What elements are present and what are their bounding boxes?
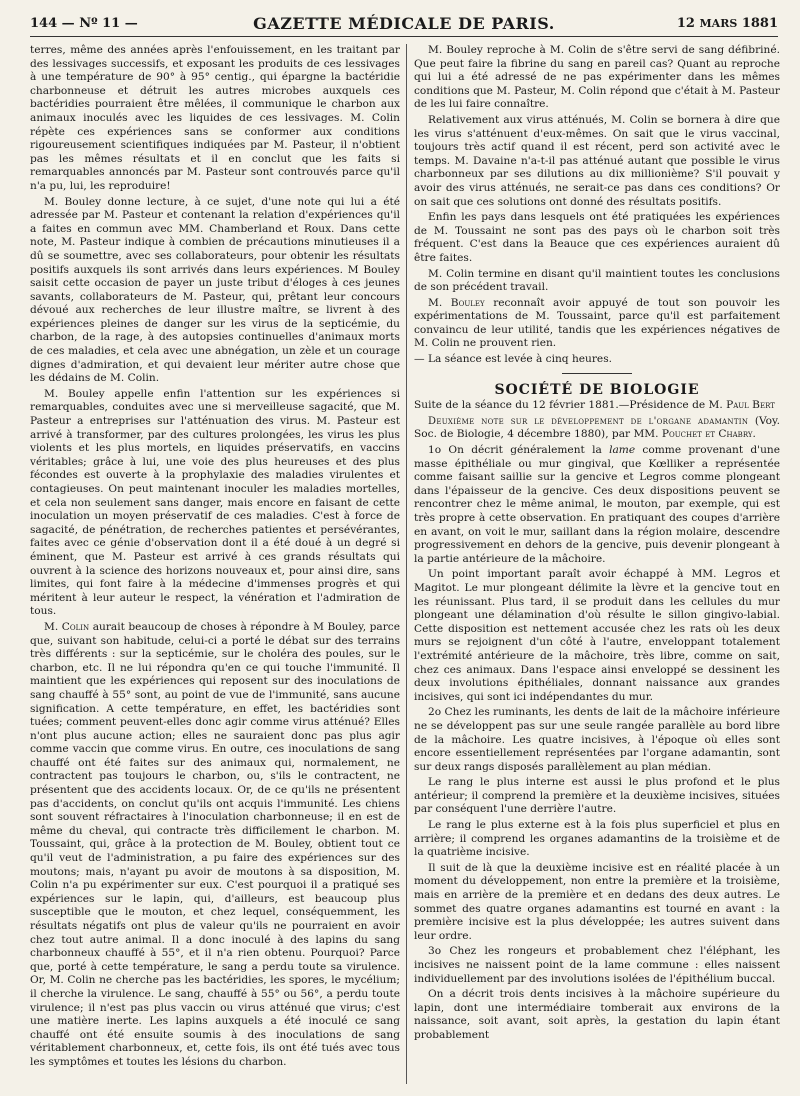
paragraph: Un point important paraît avoir échappé à MM. Legros et Magitot. Le mur plongeant délimite la lèvre et la gencive tout en les réunissant. Plus tard, il se produit dans les cellules du mur plongeant une délamination d'où résulte le sillon gingivo-labial. Cette disposition est nettement accusée chez les rats où les deux murs se rejoignent d'un côté à l'autre, enveloppant totalement l'extrémité antérieure de la mâchoire, très libre, comme on sait, chez ces animaux. Dans l'espace ainsi enveloppé se dessinent les deux involutions épithéliales, donnant naissance aux grandes incisives, qui sont ici indépendantes du mur. [414,568,780,703]
paragraph: On a décrit trois dents incisives à la mâchoire supérieure du lapin, dont une intermédiaire tomberait aux environs de la naissance, soit avant, soit après, la gestation du lapin étant probablement [414,988,780,1041]
paragraph: Le rang le plus interne est aussi le plus profond et le plus antérieur; il comprend la première et la deuxième incisives, situées par conséquent l'une derrière l'autre. [414,776,780,816]
note-title-caps: Deuxième note sur le développement de l'organe adamantin [428,415,749,427]
note-title [414,415,780,442]
paragraph: Il suit de là que la deuxième incisive est en réalité placée à un moment du développement, non entre la première et la troisième, mais en arrière de la première et en dedans des deux autres. Le sommet des quatre organes adamantins est tourné en avant : la première incisive est la plus développée; les autres suivent dans leur ordre. [414,861,780,942]
note-authors: Pouchet et Chabry. [661,428,756,441]
paragraph [414,297,780,351]
paragraph: 2o Chez les ruminants, les dents de lait de la mâchoire inférieure ne se développent pas sur une seule rangée parallèle au bord libre de la mâchoire. Les quatre incisives, à l'époque où elles sont encore essentiellement représentées par l'organe adamantin, sont sur deux rangs disposés parallèlement au plan médian. [414,706,780,773]
section-title: SOCIÉTÉ DE BIOLOGIE [494,381,700,398]
paragraph [30,621,400,1070]
paragraph-text: reconnaît avoir appuyé de tout son pouvoir les expérimentations de M. Toussaint, parce qu'il est parfaitement convaincu de leur utilité, tandis que les expériences négatives de M. Colin ne prouvent rien. [414,296,780,350]
paragraph: M. Bouley reproche à M. Colin de s'être servi de sang défibriné. Que peut faire la fibrine du sang en pareil cas? Quant au reproche qui lui a été adressé de ne pas expérimenter dans les mêmes conditions que M. Pasteur, M. Colin répond que c'était à M. Pasteur de les lui faire connaître. [414,44,780,111]
paragraph-text: aurait beaucoup de choses à répondre à M Bouley, parce que, suivant son habitude, celui-ci a porté le débat sur des terrains très différents : sur la septicémie, sur le choléra des poules, sur le charbon, etc. Il ne lui répondra qu'en ce qui touche l'immunité. Il maintient que les expériences qui reposent sur des inoculations de sang chauffé à 55° sont, au point de vue de l'immunité, sans aucune signification. A cette température, en effet, les bactéridies sont tuées; comment peuvent-elles donc agir comme virus atténué? Elles n'ont plus aucune action; elles ne sauraient donc pas plus agir comme vaccin que comme virus. En outre, ces inoculations de sang chauffé ont été faites sur des animaux qui, normalement, ne contractent pas toujours le charbon, ou, s'ils le contractent, ne présentent que des accidents locaux. Or, de ce qu'ils ne présentent pas d'accidents, on conclut qu'ils ont acquis l'immunité. Les chiens sont souvent réfractaires à l'inoculation charbonneuse; il en est de même du cheval, qui contracte très difficilement le charbon. M. Toussaint, qui, grâce à la protection de M. Bouley, obtient tout ce qu'il veut de l'administration, a pu faire des expériences sur des moutons; mais, n'ayant pu avoir de moutons à sa disposition, M. Colin n'a pu expérimenter sur eux. C'est pourquoi il a pratiqué ses expériences sur le lapin, qui, d'ailleurs, est beaucoup plus susceptible que le mouton, et chez lequel, conséquemment, les résultats négatifs ont plus de valeur qu'ils ne pourraient en avoir chez tout autre animal. Il a donc inoculé à des lapins du sang charbonneux chauffé à 55°, et il n'a rien obtenu. Pourquoi? Parce que, porté à cette température, le sang a perdu toute sa virulence. Or, M. Colin ne cherche pas les bactéridies, les spores, le mycélium; il cherche la virulence. Le sang, chauffé à 55° ou 56°, a perdu toute virulence; il n'est pas plus vaccin ou virus atténué que virus; c'est une matière inerte. Les lapins auxquels a été inoculé ce sang chauffé ont été ensuite soumis à des inoculations de sang véritablement charbonneux, et, cette fois, ils ont été tués avec tous les symptômes et toutes les lésions du charbon. [30,620,400,1068]
paragraph [414,444,780,566]
paragraph: Relativement aux virus atténués, M. Colin se bornera à dire que les virus s'atténuent d'eux-mêmes. On sait que le virus vaccinal, toujours très actif quand il est récent, perd son activité avec le temps. M. Davaine n'a-t-il pas atténué autant que possible le virus charbonneux par ses dilutions au dix millionième? S'il pouvait y avoir des virus atténués, ne serait-ce pas dans ces conditions? Or on sait que ces solutions ont donné des résultats positifs. [414,113,780,208]
session-prefix: Suite de la séance du 12 février 1881.—Présidence de M. [414,399,727,412]
paragraph: Le rang le plus externe est à la fois plus superficiel et plus en arrière; il comprend les organes adamantins de la troisième et de la quatrième incisive. [414,819,780,859]
paragraph: M. Bouley donne lecture, à ce sujet, d'une note qui lui a été adressée par M. Pasteur et contenant la relation d'expériences qu'il a faites en commun avec MM. Chamberland et Roux. Dans cette note, M. Pasteur indique à combien de précautions minutieuses il a dû se soumettre, avec ses collaborateurs, pour obtenir les résultats positifs auxquels ils sont arrivés dans leurs expériences. M Bouley saisit cette occasion de payer un juste tribut d'éloges à ces jeunes savants, collaborateurs de M. Pasteur, qui, prêtant leur concours dévoué aux recherches de leur illustre maître, se livrent à des expériences pleines de danger sur les virus de la septicémie, du charbon, de la rage, à des autopsies continuelles d'animaux morts de ces maladies, et cela avec une abnégation, un zèle et un courage dignes d'admiration, et qui devaient leur mériter autre chose que les dédains de M. Colin. [30,195,400,385]
paragraph: terres, même des années après l'enfouissement, en les traitant par des lessivages successifs, et exposant les produits de ces lessivages à une température de 90° à 95° centig., qui épargne la bactéridie charbonneuse et détruit les autres microbes auxquels ces bactéridies pourraient être mêlées, il communique le charbon aux animaux inoculés avec les liquides de ces lessivages. M. Colin répète ces expériences sans se conformer aux conditions rigoureusement scientifiques indiquées par M. Pasteur, il n'obtient pas les mêmes résultats et il en conclut que les faits si remarquables annoncés par M. Pasteur sont controuvés parce qu'il n'a pu, lui, les reproduire! [30,44,400,192]
section-separator [562,373,632,374]
issue-day: 12 [676,16,695,31]
session-president: Paul Bert [726,399,775,412]
paragraph: 3o Chez les rongeurs et probablement chez l'éléphant, les incisives ne naissent point de la lame commune : elles naissent individuellement par des involutions isolées de l'épithélium buccal. [414,945,780,985]
paragraph-text: comme provenant d'une masse épithéliale ou mur gingival, que Kœlliker a représentée comme faisant saillie sur la gencive et Legros comme plongeant dans l'épaisseur de la gencive. Ces deux dispositions peuvent se rencontrer chez le même animal, le mouton, par exemple, qui est très propre à cette observation. En pratiquant des coupes d'arrière en avant, on voit le mur, saillant dans la région molaire, descendre progressivement en dehors de la gencive, puis devenir plongeant à la partie antérieure de la mâchoire. [414,444,780,565]
page-header [30,12,778,37]
paragraph: M. Bouley appelle enfin l'attention sur les expériences si remarquables, conduites avec une si merveilleuse sagacité, que M. Pasteur a entreprises sur l'atténuation des virus. M. Pasteur est arrivé à transformer, par des cultures prolongées, les virus les plus violents et les plus mortels, en liquides préservatifs, en vaccins véritables; grâce à lui, une voie des plus heureuses et des plus fécondes est ouverte à la prophylaxie des maladies virulentes et contagieuses. On peut maintenant inoculer les maladies mortelles, et cela non seulement sans danger, mais encore en faisant de cette inoculation un moyen préservatif de ces maladies. C'est à force de sagacité, de pénétration, de recherches patientes et persévérantes, faites avec ce génie d'observation dont il a été doué à un degré si éminent, que M. Pasteur est arrivé à ces grands résultats qui ouvrent à la science des horizons nouveaux et, pour ainsi dire, sans limites, qui font faire à la médecine d'immenses progrès et qui méritent à leur auteur le respect, la vénération et l'admiration de tous. [30,387,400,618]
column-divider [406,44,407,1084]
speaker-name: M. Bouley [428,296,485,309]
session-line [414,399,780,413]
paragraph: M. Colin termine en disant qu'il maintient toutes les conclusions de son précédent travail. [414,267,780,294]
right-column [414,44,780,1088]
speaker-name: M. Colin [44,620,90,633]
italic-term: lame [609,444,636,457]
note-title-rest: (Voy. Soc. de Biologie, 4 décembre 1880), par MM. [414,414,780,441]
journal-title: GAZETTE MÉDICALE DE PARIS. [253,14,555,33]
left-column [30,44,400,1088]
page-number: 144 — Nº 11 — [30,16,138,31]
session-close: — La séance est levée à cinq heures. [414,353,613,366]
paragraph: Enfin les pays dans lesquels ont été pratiquées les expériences de M. Toussaint ne sont pas des pays où le charbon soit très fréquent. C'est dans la Beauce que ces expériences auraient dû être faites. [414,211,780,264]
issue-date [677,16,778,31]
paragraph-text: 1o On décrit généralement la [428,444,610,457]
issue-month: MARS [699,17,738,30]
issue-year: 1881 [741,16,778,31]
